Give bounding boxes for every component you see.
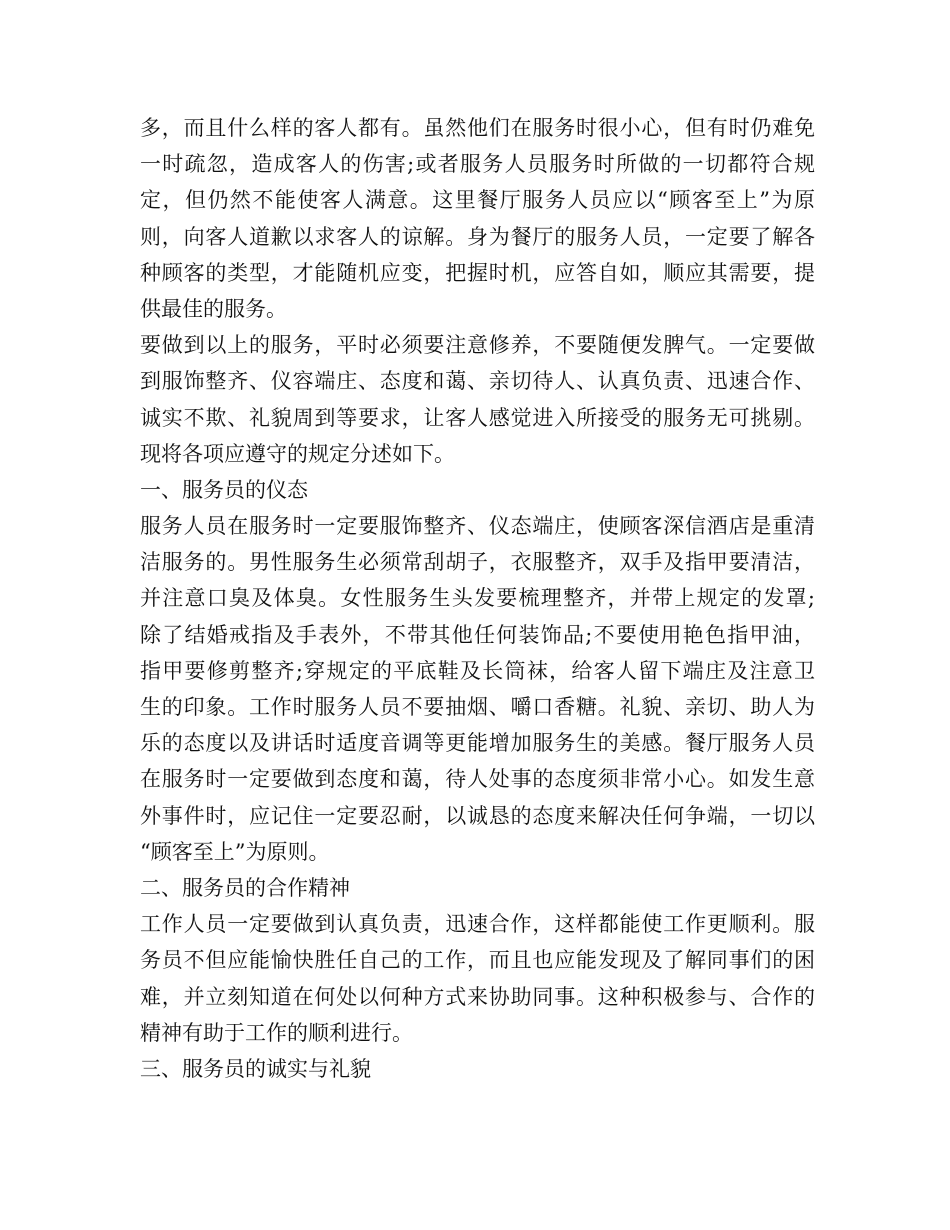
text-line: 供最佳的服务。 <box>140 296 287 321</box>
text-line: 到服饰整齐、仪容端庄、态度和蔼、亲切待人、认真负责、迅速合作、 <box>140 369 815 394</box>
text-line: 一时疏忽，造成客人的伤害;或者服务人员服务时所做的一切都符合规 <box>140 152 815 177</box>
text-line: 乐的态度以及讲话时适度音调等更能增加服务生的美感。餐厅服务人员 <box>140 731 815 756</box>
text-line: 难，并立刻知道在何处以何种方式来协助同事。这种积极参与、合作的 <box>140 984 815 1009</box>
text-line: “顾客至上”为原则。 <box>140 839 330 864</box>
text-line: 生的印象。工作时服务人员不要抽烟、嚼口香糖。礼貌、亲切、助人为 <box>140 695 815 719</box>
text-line: 外事件时，应记住一定要忍耐，以诚恳的态度来解决任何争端，一切以 <box>140 803 815 828</box>
text-line: 要做到以上的服务，平时必须要注意修养，不要随便发脾气。一定要做 <box>140 333 815 358</box>
section-heading: 一、服务员的仪态 <box>140 477 308 502</box>
text-line: 指甲要修剪整齐;穿规定的平底鞋及长筒袜，给客人留下端庄及注意卫 <box>140 658 815 683</box>
text-line: 精神有助于工作的顺利进行。 <box>140 1020 413 1045</box>
text-line: 服务人员在服务时一定要服饰整齐、仪态端庄，使顾客深信酒店是重清 <box>140 514 815 539</box>
document-body <box>140 110 815 1087</box>
text-line: 务员不但应能愉快胜任自己的工作，而且也应能发现及了解同事们的困 <box>140 948 815 973</box>
text-line: 诚实不欺、礼貌周到等要求，让客人感觉进入所接受的服务无可挑剔。 <box>140 405 815 430</box>
text-line: 洁服务的。男性服务生必须常刮胡子，衣服整齐，双手及指甲要清洁， <box>140 550 815 575</box>
section-heading: 二、服务员的合作精神 <box>140 875 350 900</box>
text-line: 则，向客人道歉以求客人的谅解。身为餐厅的服务人员，一定要了解各 <box>140 224 815 249</box>
text-line: 定，但仍然不能使客人满意。这里餐厅服务人员应以“顾客至上”为原 <box>140 188 815 213</box>
text-line: 除了结婚戒指及手表外，不带其他任何装饰品;不要使用艳色指甲油， <box>140 622 815 647</box>
section-heading: 三、服务员的诚实与礼貌 <box>140 1056 371 1081</box>
text-line: 并注意口臭及体臭。女性服务生头发要梳理整齐，并带上规定的发罩; <box>140 586 815 611</box>
text-line: 工作人员一定要做到认真负责，迅速合作，这样都能使工作更顺利。服 <box>140 912 815 937</box>
text-line: 多，而且什么样的客人都有。虽然他们在服务时很小心，但有时仍难免 <box>140 116 815 140</box>
text-line: 在服务时一定要做到态度和蔼，待人处事的态度须非常小心。如发生意 <box>140 767 815 792</box>
text-line: 种顾客的类型，才能随机应变，把握时机，应答自如，顺应其需要，提 <box>140 260 815 285</box>
text-line: 现将各项应遵守的规定分述如下。 <box>140 441 455 466</box>
